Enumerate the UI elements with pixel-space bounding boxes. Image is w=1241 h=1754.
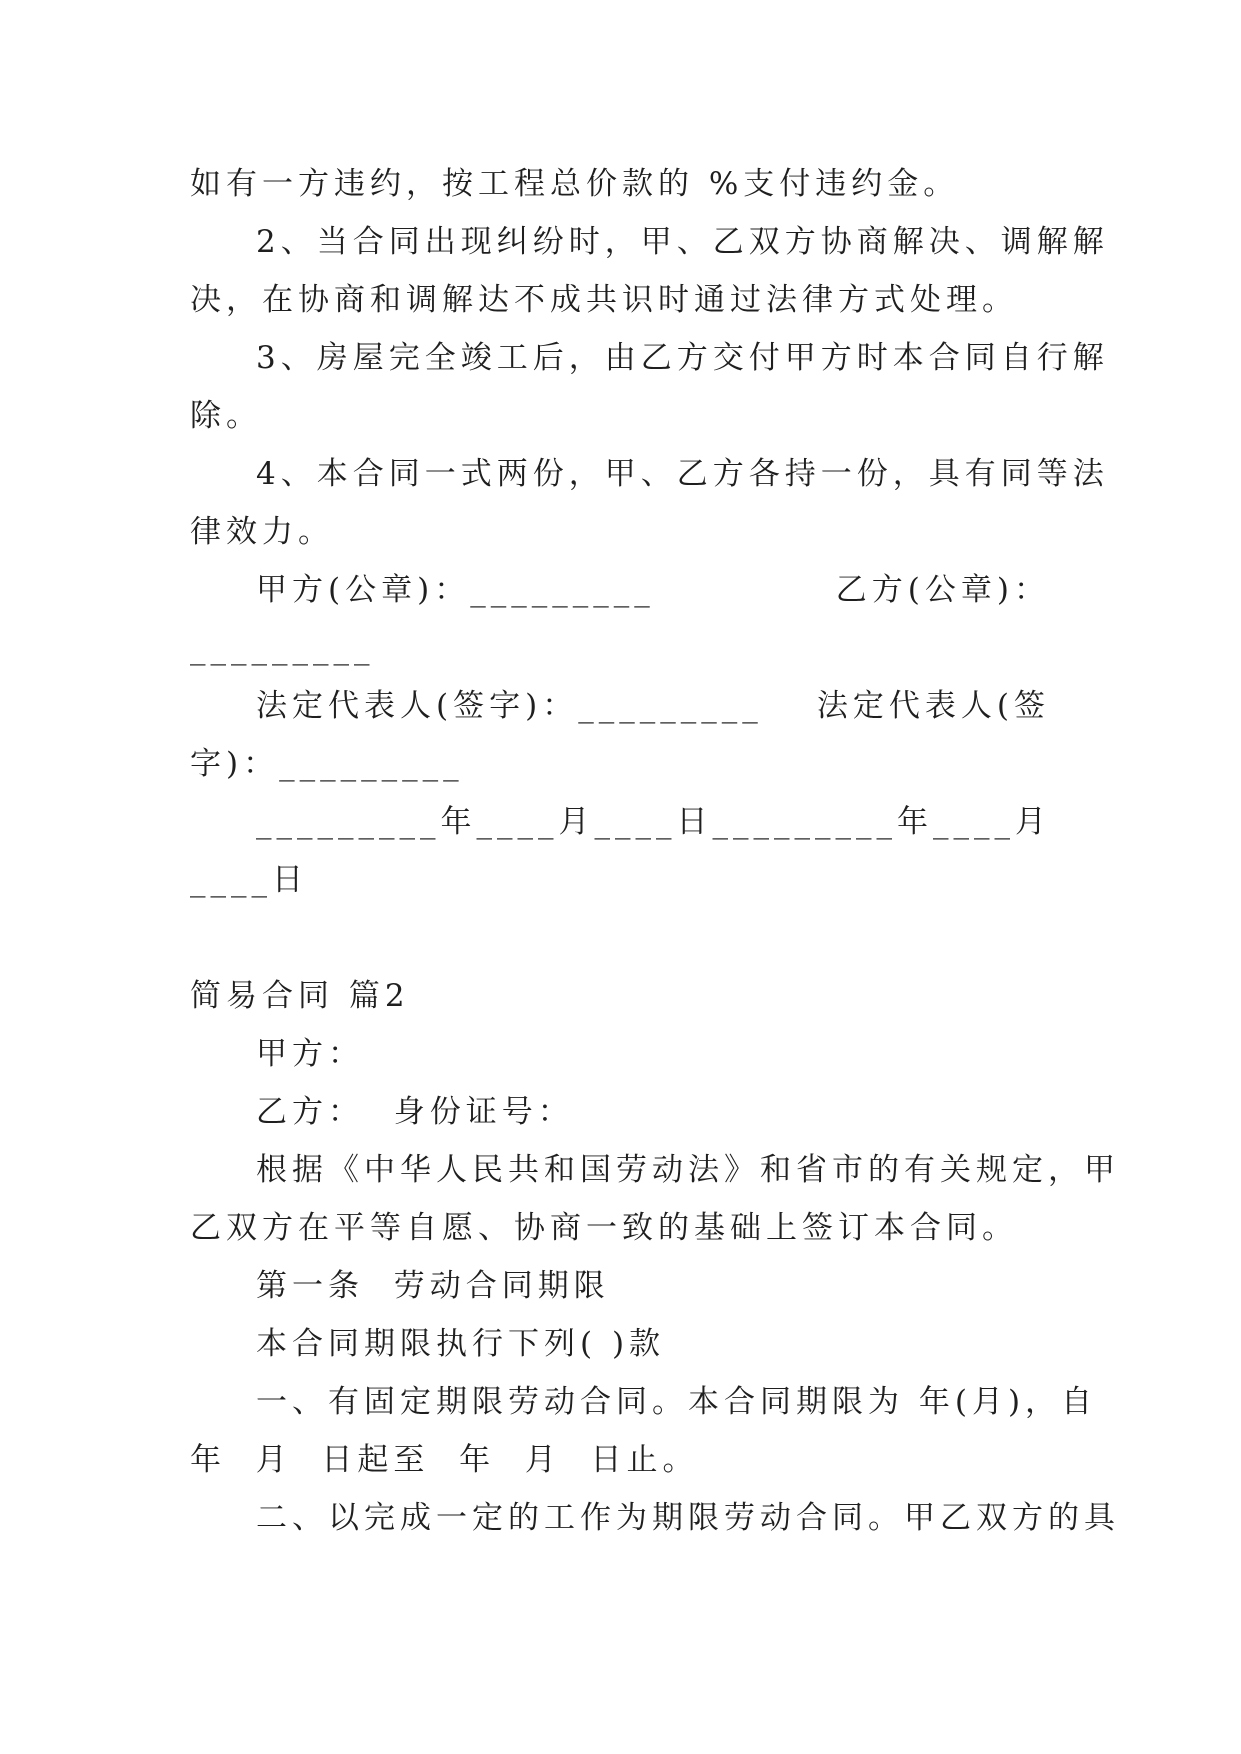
paragraph-line: 二、以完成一定的工作为期限劳动合同。甲乙双方的具 — [256, 1500, 1120, 1536]
paragraph-line: 一、有固定期限劳动合同。本合同期限为 年(月)，自 — [256, 1384, 1098, 1420]
signature-row-date — [190, 800, 1050, 844]
paragraph-line: 根据《中华人民共和国劳动法》和省市的有关规定，甲 — [256, 1152, 1120, 1188]
paragraph-line: 决，在协商和调解达不成共识时通过法律方式处理。 — [190, 282, 1018, 318]
article-heading: 第一条 劳动合同期限 — [256, 1268, 610, 1304]
party-b-representative-label: 法定代表人(签 — [816, 688, 1050, 724]
party-a-seal-field: 甲方(公章)：_________ — [256, 572, 655, 608]
paragraph-line: 4、本合同一式两份，甲、乙方各持一份，具有同等法 — [256, 456, 1109, 492]
party-b-seal-label: 乙方(公章)： — [835, 572, 1050, 608]
paragraph-line: 年 月 日起至 年 月 日止。 — [190, 1442, 699, 1478]
paragraph-line: 本合同期限执行下列( )款 — [256, 1326, 666, 1362]
paragraph-line: 乙双方在平等自愿、协商一致的基础上签订本合同。 — [190, 1210, 1018, 1246]
party-b-date-day: ____日 — [190, 862, 308, 898]
party-a-date-field: _________年____月____日 — [256, 804, 713, 840]
party-a-representative-field: 法定代表人(签字)：_________ — [256, 688, 763, 724]
paragraph-line: 除。 — [190, 398, 262, 434]
paragraph-line: 如有一方违约，按工程总价款的 %支付违约金。 — [190, 166, 960, 202]
party-b-date-field: _________年____月 — [712, 804, 1051, 840]
signature-row-representative — [190, 684, 1050, 728]
paragraph-line: 3、房屋完全竣工后，由乙方交付甲方时本合同自行解 — [256, 340, 1109, 376]
party-a-label: 甲方： — [256, 1036, 364, 1072]
paragraph-line: 2、当合同出现纠纷时，甲、乙双方协商解决、调解解 — [256, 224, 1109, 260]
paragraph-line: 律效力。 — [190, 514, 334, 550]
party-b-id-label: 乙方： 身份证号： — [256, 1094, 574, 1130]
signature-row-seal — [190, 568, 1050, 612]
party-b-seal-blank: _________ — [190, 630, 375, 666]
section-heading: 简易合同 篇2 — [190, 978, 410, 1014]
party-b-representative-blank: 字)：_________ — [190, 746, 464, 782]
